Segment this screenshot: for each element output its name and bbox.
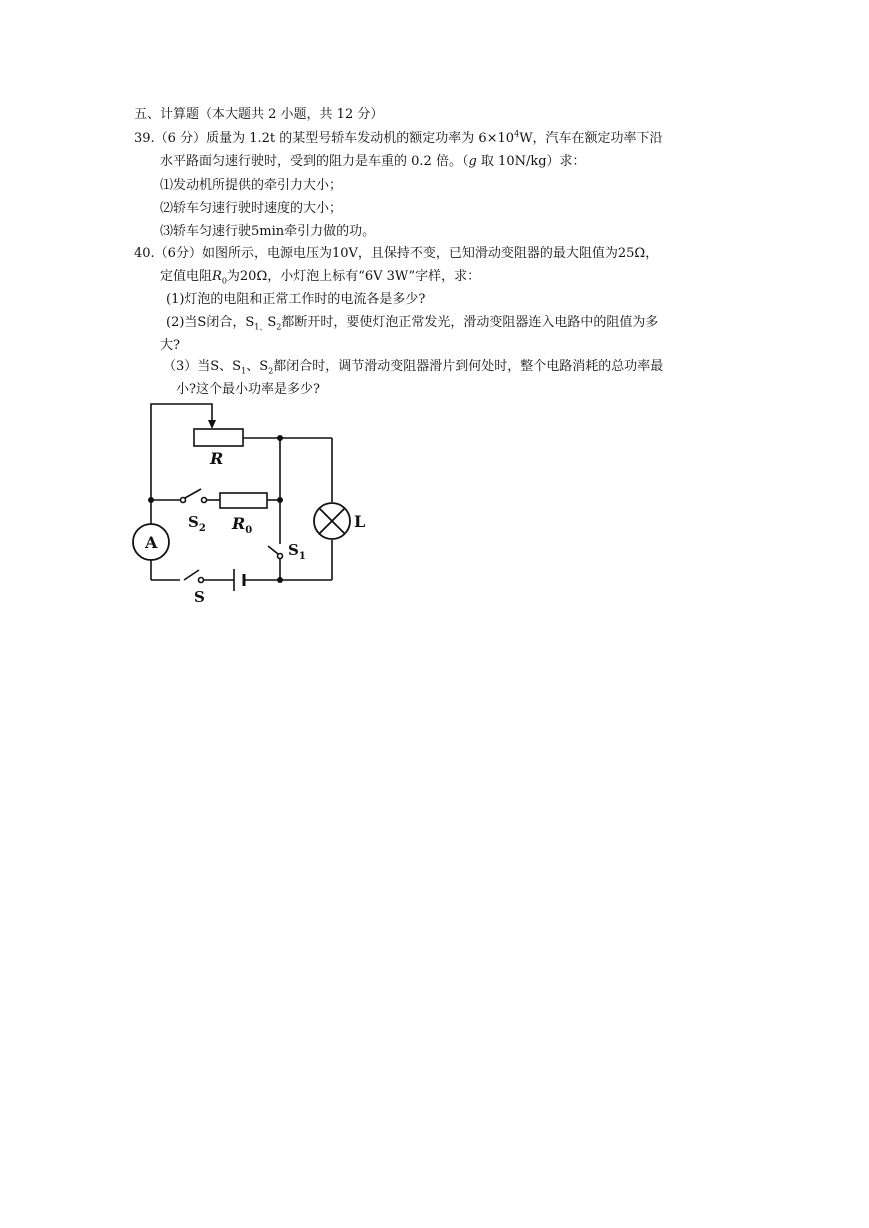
q39-line2-g: g <box>468 154 477 169</box>
q40-line2-R: R <box>212 269 222 284</box>
circuit-diagram <box>128 398 378 604</box>
q40-line2-post: 为20Ω，小灯泡上标有“6V 3W”字样，求： <box>226 269 481 284</box>
q40-line2 <box>160 268 480 286</box>
switch-s-symbol <box>184 570 204 583</box>
q40-line2-sub: 0 <box>221 276 227 286</box>
q40-part2 <box>166 314 658 332</box>
q40-part2-mid: S <box>267 315 277 330</box>
q39-line2-pre: 水平路面匀速行驶时，受到的阻力是车重的 0.2 倍。（ <box>160 154 469 169</box>
q40-part3-mid: 、S <box>246 359 269 374</box>
q40-part2-pre: (2)当S闭合，S <box>166 315 255 330</box>
switch-s2-label: $S_2$ <box>188 513 206 534</box>
q39-line1-exponent: 4 <box>514 129 520 139</box>
q40-line1: 40.（6分）如图所示，电源电压为10V，且保持不变，已知滑动变阻器的最大阻值为25Ω， <box>134 246 659 261</box>
section-heading: 五、计算题（本大题共 2 小题，共 12 分） <box>134 107 384 122</box>
lamp-symbol <box>314 503 350 539</box>
q40-part2-sub1: 1、 <box>254 322 268 332</box>
q40-part2-post: 都断开时，要使灯泡正常发光，滑动变阻器连入电路中的阻值为多 <box>281 315 659 330</box>
q40-line2-pre: 定值电阻 <box>160 269 213 284</box>
q39-part3: ⑶轿车匀速行驶5min牵引力做的功。 <box>160 224 376 239</box>
switch-s1-symbol <box>268 546 283 559</box>
resistor-r0-symbol <box>220 493 267 508</box>
q40-part3-post: 都闭合时，调节滑动变阻器滑片到何处时，整个电路消耗的总功率最 <box>273 359 664 374</box>
q40-part3-sub1: 1 <box>241 366 247 376</box>
q39-line2-post: 取 10N/kg）求： <box>476 154 586 169</box>
q39-line1-post: W，汽车在额定功率下沿 <box>519 131 663 146</box>
q40-part2-sub2: 2 <box>276 322 282 332</box>
q40-part3 <box>163 358 663 376</box>
q40-part3-sub2: 2 <box>268 366 274 376</box>
q40-part3-pre: （3）当S、S <box>163 359 242 374</box>
q39-part1: ⑴发动机所提供的牵引力大小； <box>160 178 343 193</box>
q39-line2 <box>160 153 586 171</box>
lamp-label: L <box>354 512 366 531</box>
resistor-r0-label: $R_0$ <box>232 514 253 536</box>
switch-s1-label: $S_1$ <box>288 541 306 562</box>
battery-symbol <box>234 569 244 591</box>
rheostat-label: R <box>210 449 224 468</box>
q40-part3-cont: 小?这个最小功率是多少? <box>176 382 320 397</box>
q40-part1: (1)灯泡的电阻和正常工作时的电流各是多少? <box>166 292 426 307</box>
q39-line1 <box>134 130 663 148</box>
q39-part2: ⑵轿车匀速行驶时速度的大小； <box>160 201 343 216</box>
switch-s-label: S <box>194 588 205 604</box>
q39-line1-pre: 39.（6 分）质量为 1.2t 的某型号轿车发动机的额定功率为 6×10 <box>134 131 515 146</box>
switch-s2-symbol <box>181 489 207 503</box>
ammeter-label: A <box>145 533 158 552</box>
q40-part2-cont: 大? <box>160 338 180 353</box>
rheostat-symbol <box>194 420 243 446</box>
